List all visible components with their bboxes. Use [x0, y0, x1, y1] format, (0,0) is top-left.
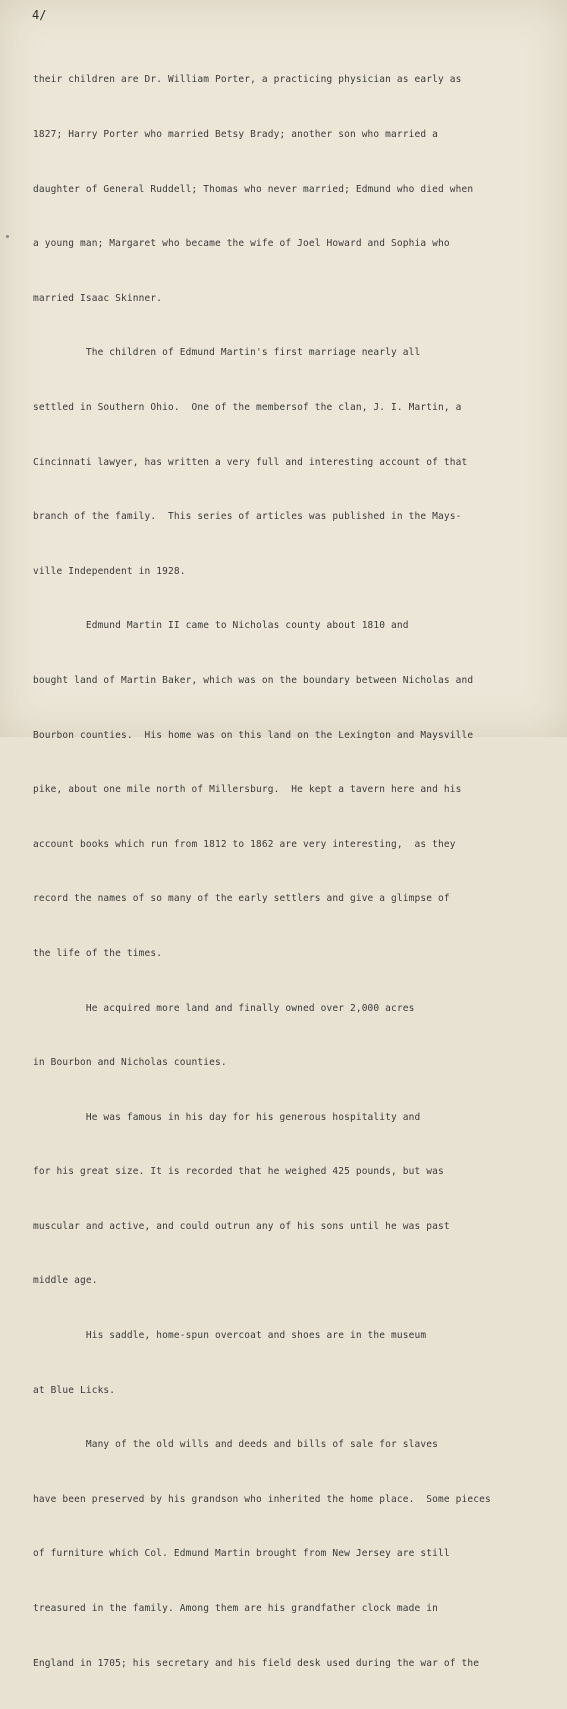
text-line: 1827; Harry Porter who married Betsy Brady; another son who married a — [33, 129, 438, 140]
typed-text-body — [33, 35, 553, 1709]
text-line: treasured in the family. Among them are his grandfather clock made in — [33, 1603, 438, 1615]
text-line: in Bourbon and Nicholas counties. — [33, 1057, 227, 1069]
text-line: for his great size. It is recorded that he weighed 425 pounds, but was — [33, 1166, 444, 1178]
text-line: settled in Southern Ohio. One of the membersof the clan, J. I. Martin, a — [33, 401, 462, 413]
text-line: pike, about one mile north of Millersburg. He kept a tavern here and his — [33, 784, 462, 796]
text-line: middle age. — [33, 1275, 98, 1287]
text-line: their children are Dr. William Porter, a practicing physician as early as — [33, 74, 462, 86]
text-line: He was famous in his day for his generous hospitality and — [33, 1111, 421, 1123]
text-line: muscular and active, and could outrun any of his sons until he was past — [33, 1220, 450, 1232]
text-line: bought land of Martin Baker, which was on the boundary between Nicholas and — [33, 674, 474, 686]
text-line: The children of Edmund Martin's first marriage nearly all — [33, 347, 421, 359]
text-line: of furniture which Col. Edmund Martin brought from New Jersey are still — [33, 1548, 450, 1560]
text-line: He acquired more land and finally owned over 2,000 acres — [33, 1002, 415, 1014]
text-line: His saddle, home-spun overcoat and shoes are in the museum — [33, 1330, 427, 1342]
text-line: have been preserved by his grandson who inherited the home place. Some pieces — [33, 1493, 491, 1505]
text-line: Cincinnati lawyer, has written a very full and interesting account of that — [33, 456, 468, 468]
text-line: Bourbon counties. His home was on this land on the Lexington and Maysville — [33, 729, 474, 741]
text-line: record the names of so many of the early settlers and give a glimpse of — [33, 893, 450, 905]
text-line: Edmund Martin II came to Nicholas county about 1810 and — [33, 620, 409, 632]
text-line: at Blue Licks. — [33, 1384, 116, 1396]
page-number: 4/ — [32, 8, 47, 22]
text-line: the life of the times. — [33, 947, 163, 959]
margin-mark — [6, 235, 9, 238]
text-line: married Isaac Skinner. — [33, 292, 163, 304]
text-line: a young man; Margaret who became the wife of Joel Howard and Sophia who — [33, 238, 450, 250]
text-line: ville Independent in 1928. — [33, 565, 186, 577]
text-line: England in 1705; his secretary and his field desk used during the war of the — [33, 1657, 480, 1669]
text-line: daughter of General Ruddell; Thomas who never married; Edmund who died when — [33, 183, 474, 195]
text-line: Many of the old wills and deeds and bills of sale for slaves — [33, 1439, 438, 1451]
text-line: account books which run from 1812 to 1862 are very interesting, as they — [33, 838, 456, 850]
text-line: branch of the family. This series of articles was published in the Mays- — [33, 511, 462, 523]
